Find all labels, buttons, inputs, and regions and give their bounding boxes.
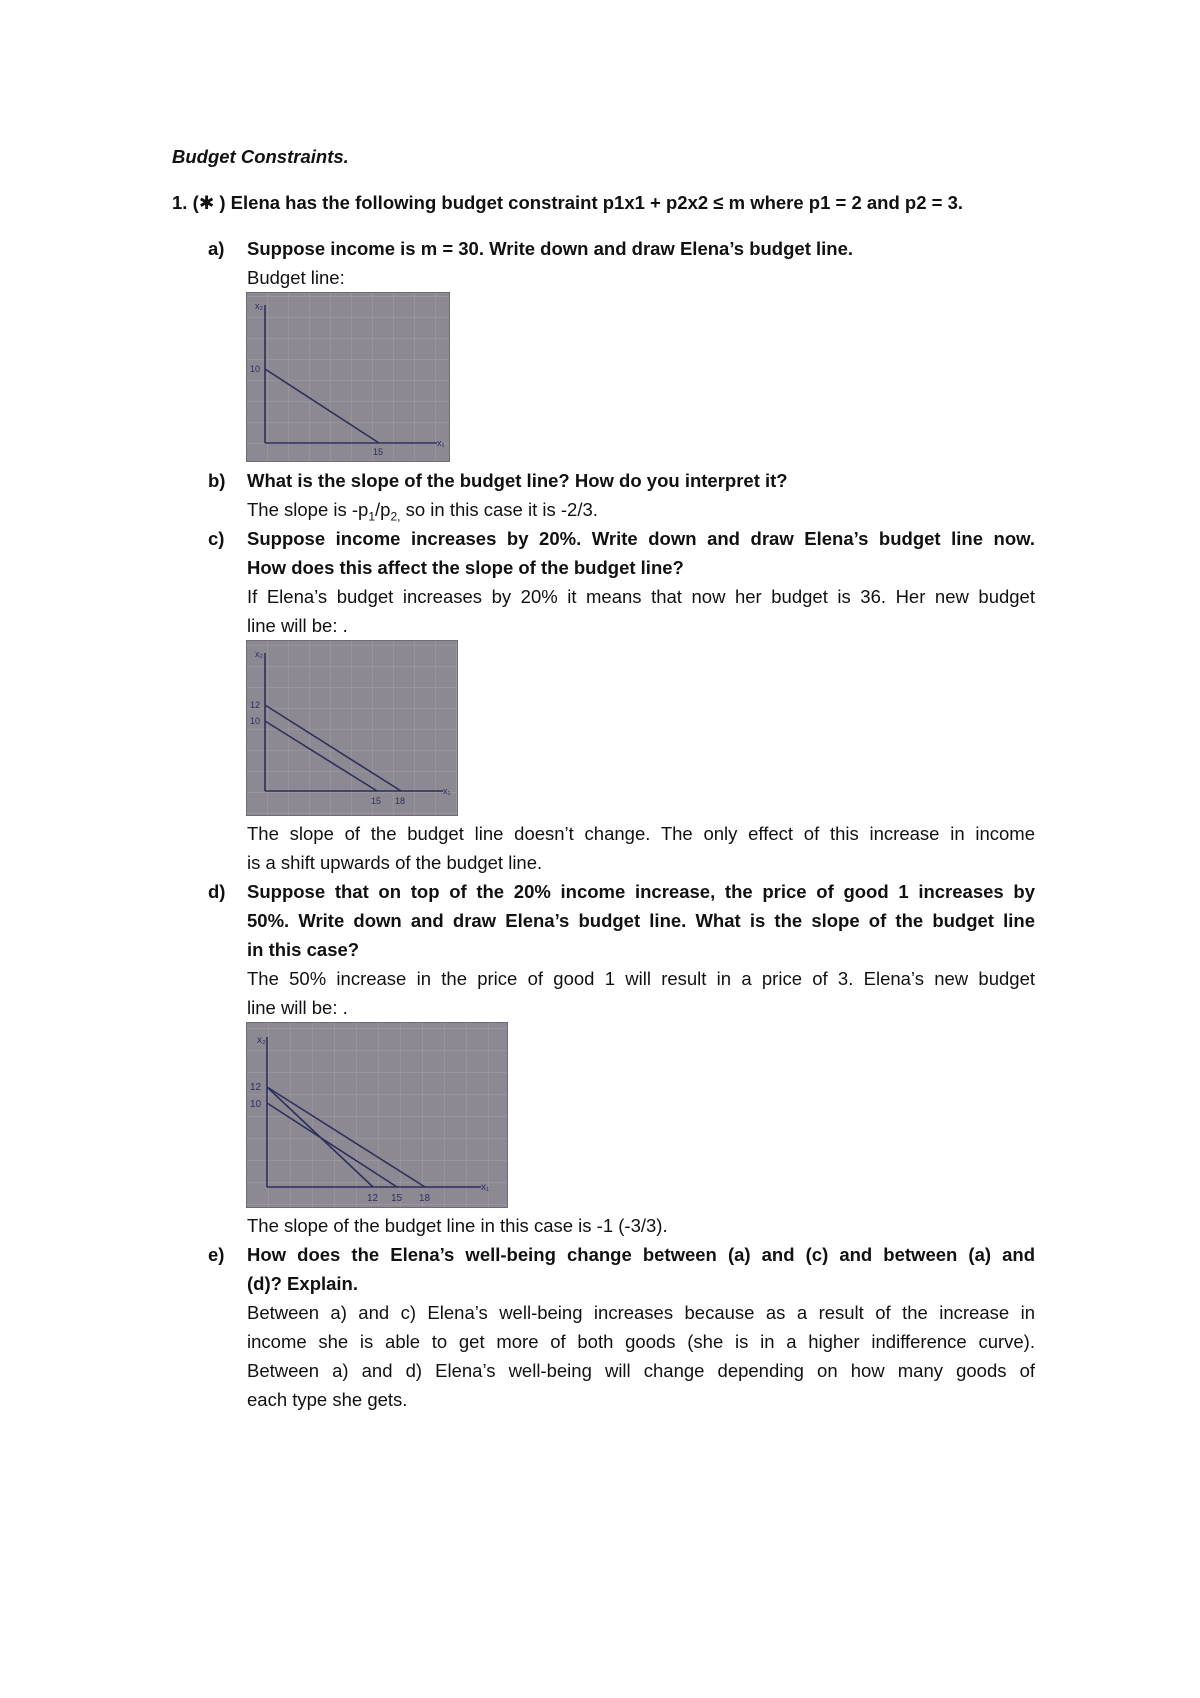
item-d-answer-2: line will be: . [247, 997, 348, 1018]
item-c-answer-2: line will be: . [247, 615, 348, 636]
item-a-prompt: Suppose income is m = 30. Write down and draw Elena’s budget line. [247, 238, 854, 259]
graph-d-x-tick-18: 18 [419, 1193, 431, 1204]
item-e-answer-4: each type she gets. [247, 1389, 408, 1410]
graph-d-y-label: x₂ [257, 1035, 266, 1046]
item-e-answer-1: Between a) and c) Elena’s well-being increases because as a result of the increase in [247, 1302, 1035, 1323]
item-a-answer: Budget line: [247, 267, 345, 288]
graph-c-y-tick-12: 12 [250, 700, 261, 710]
graph-c-x-label: x₁ [443, 786, 451, 796]
graph-d [247, 1023, 507, 1207]
item-c-letter: c) [208, 528, 225, 549]
doc-title: Budget Constraints. [172, 146, 349, 167]
graph-c-x-tick-18: 18 [395, 796, 406, 806]
item-e-letter: e) [208, 1244, 225, 1265]
graph-d-y-tick-10: 10 [250, 1099, 262, 1110]
item-b-answer: The slope is $-p_1/p_{2,}$ so in this case it is -2/3. [247, 499, 598, 524]
graph-a-x-label: x₁ [437, 438, 445, 448]
question-text: 1. (✱ ) Elena has the following budget constraint p1x1 + p2x2 ≤ m where p1 = 2 and p2 = 3. [172, 192, 964, 213]
graph-a-y-label: x₂ [255, 301, 263, 311]
graph-d-y-tick-12: 12 [250, 1082, 262, 1093]
item-c-after-2: is a shift upwards of the budget line. [247, 852, 543, 873]
graph-c-photo [246, 640, 458, 816]
item-a-letter: a) [208, 238, 225, 259]
graph-a-y-tick: 10 [250, 364, 261, 374]
graph-d-x-tick-12: 12 [367, 1193, 379, 1204]
graph-a [247, 293, 449, 461]
item-b-prompt: What is the slope of the budget line? How do you interpret it? [247, 470, 788, 491]
item-c-prompt-2: How does this affect the slope of the budget line? [247, 557, 684, 578]
graph-d-x-tick-15: 15 [391, 1193, 403, 1204]
graph-c-y-label: x₂ [255, 649, 263, 659]
item-d-after: The slope of the budget line in this case is -1 (-3/3). [247, 1215, 668, 1236]
item-e-answer-2: income she is able to get more of both goods (she is in a higher indifference curve). [247, 1331, 1035, 1352]
item-d-prompt-3: in this case? [247, 939, 360, 960]
graph-a-x-tick: 15 [373, 447, 384, 457]
item-c-after-1: The slope of the budget line doesn’t change. The only effect of this increase in income [247, 823, 1035, 844]
graph-c [247, 641, 457, 815]
graph-c-x-tick-15: 15 [371, 796, 382, 806]
graph-a-photo [246, 292, 450, 462]
item-e-prompt-1: How does the Elena’s well-being change between (a) and (c) and between (a) and [247, 1244, 1035, 1265]
item-c-answer-1: If Elena’s budget increases by 20% it means that now her budget is 36. Her new budget [247, 586, 1035, 607]
item-e-answer-3: Between a) and d) Elena’s well-being will change depending on how many goods of [247, 1360, 1035, 1381]
item-d-letter: d) [208, 881, 226, 902]
item-d-answer-1: The 50% increase in the price of good 1 will result in a price of 3. Elena’s new budget [247, 968, 1035, 989]
graph-d-x-label: x₁ [481, 1182, 490, 1193]
item-c-prompt-1: Suppose income increases by 20%. Write down and draw Elena’s budget line now. [247, 528, 1035, 549]
item-b-letter: b) [208, 470, 226, 491]
item-e-prompt-2: (d)? Explain. [247, 1273, 358, 1294]
item-d-prompt-1: Suppose that on top of the 20% income increase, the price of good 1 increases by [247, 881, 1035, 902]
graph-c-y-tick-10: 10 [250, 716, 261, 726]
graph-d-photo [246, 1022, 508, 1208]
item-d-prompt-2: 50%. Write down and draw Elena’s budget line. What is the slope of the budget line [247, 910, 1035, 931]
